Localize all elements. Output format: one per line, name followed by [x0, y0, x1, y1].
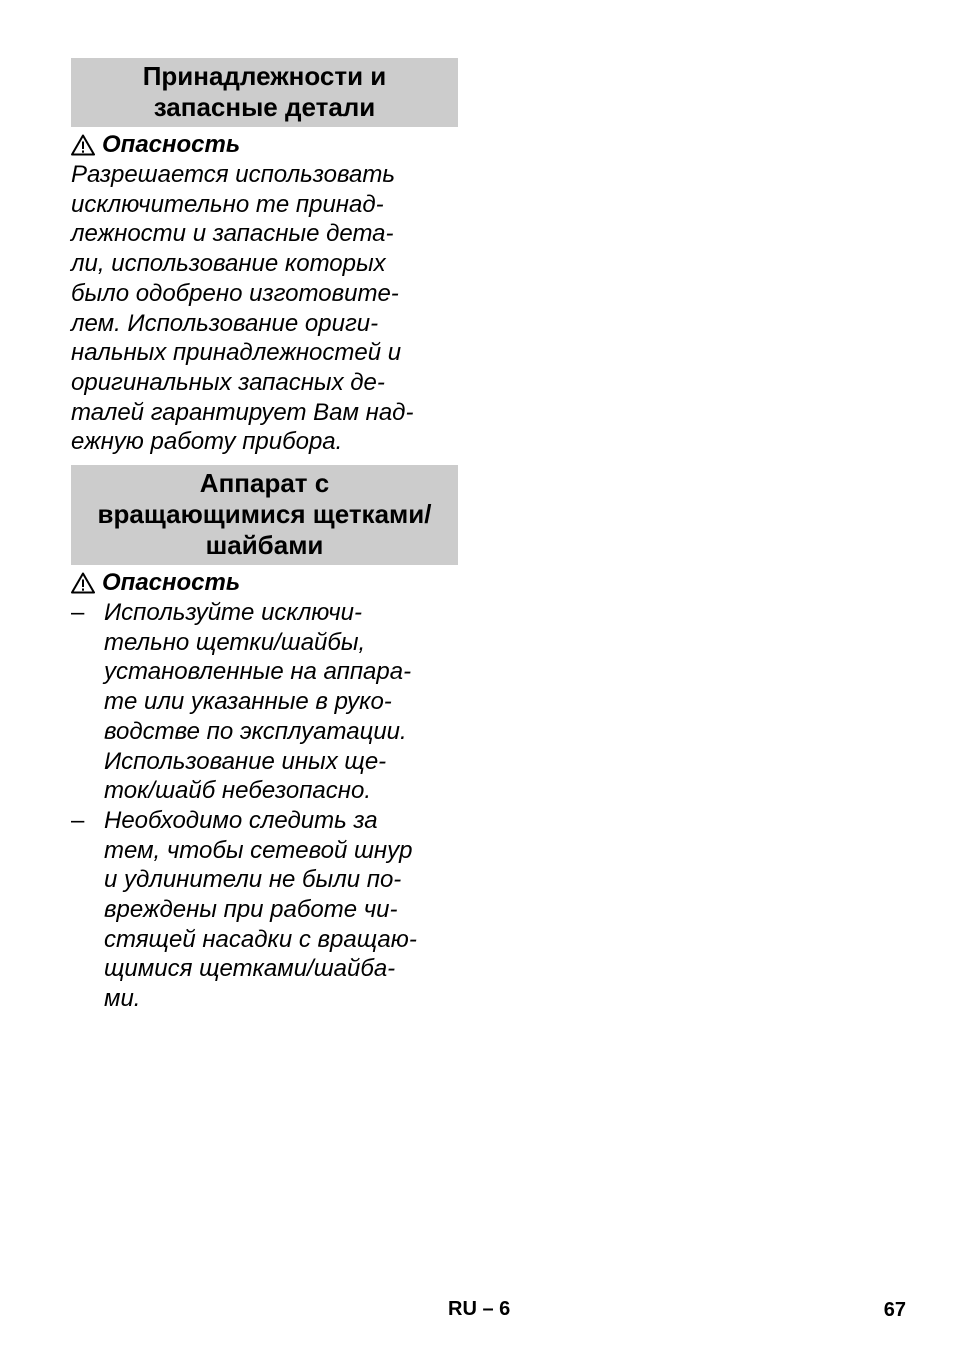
warning-title	[71, 568, 458, 598]
footer-section-label: RU – 6	[448, 1298, 511, 1320]
bullet-dash: –	[71, 599, 85, 627]
bullet-list	[71, 598, 458, 1014]
warning-label: Опасность	[102, 569, 241, 597]
bullet-text: Необходимо следить за тем, чтобы сетевой шнур и удлинители не были по- вреждены при работе чи- стящей насадки с вращаю- щимися щетками/шайба- ми.	[104, 806, 417, 1013]
bullet-text: Используйте исключи- тельно щетки/шайбы, установленные на аппара- те или указанные в руко- водстве по эксплуатации. Использование иных ще- ток/шайб небезопасно.	[104, 599, 412, 805]
warning-triangle-icon	[71, 134, 95, 156]
paragraph-accessories: Разрешается использовать исключительно те принад- лежности и запасные дета- ли, использование которых было одобрено изготовите- лем. Использование ориги- нальных принадлежностей и оригинальных запасных де- талей гарантирует Вам над- ежную работу прибора.	[71, 161, 414, 456]
section-heading-rotating-brushes: Аппарат с вращающимися щетками/ шайбами	[71, 465, 458, 565]
footer-page-number: 67	[883, 1299, 906, 1321]
list-item	[71, 806, 458, 1014]
warning-label: Опасность	[102, 131, 241, 158]
list-item	[71, 598, 458, 806]
warning-title	[71, 130, 458, 160]
warning-triangle-icon	[71, 572, 95, 594]
content-column	[71, 58, 458, 1014]
bullet-dash: –	[71, 806, 85, 834]
section-heading-accessories: Принадлежности и запасные детали	[71, 58, 458, 127]
